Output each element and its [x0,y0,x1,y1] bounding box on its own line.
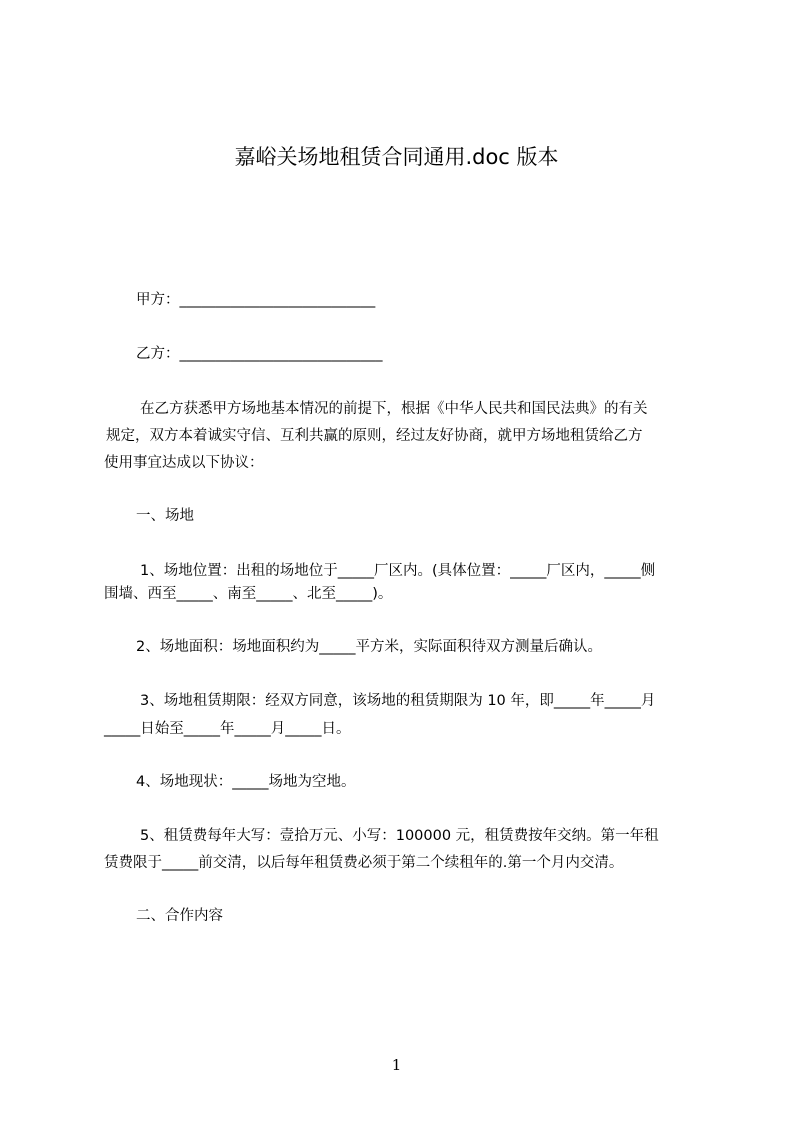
page-title: 嘉峪关场地租赁合同通用.doc 版本 [234,145,559,169]
item-3-line-2: _____日始至_____年_____月_____日。 [104,721,351,737]
item-2-line: 2、场地面积：场地面积约为_____平方米，实际面积待双方测量后确认。 [136,639,602,655]
intro-line-1: 在乙方获悉甲方场地基本情况的前提下，根据《中华人民共和国民法典》的有关 [140,401,648,417]
item-5-line-1: 5、租赁费每年大写：壹拾万元、小写：100000 元，租赁费按年交纳。第一年租 [140,828,659,844]
intro-line-2: 规定，双方本着诚实守信、互利共赢的原则，经过友好协商，就甲方场地租赁给乙方 [106,428,643,444]
section-2-heading: 二、合作内容 [136,908,223,924]
party-a-line: 甲方：___________________________ [136,292,376,308]
item-4-line: 4、场地现状：_____场地为空地。 [136,774,356,790]
item-1-line-1: 1、场地位置：出租的场地位于_____厂区内。(具体位置：_____厂区内，_____侧 [140,563,656,579]
page-number: 1 [391,1056,402,1074]
section-1-heading: 一、场地 [136,508,194,524]
item-3-line-1: 3、场地租赁期限：经双方同意，该场地的租赁期限为 10 年，即_____年_____月 [140,693,656,709]
intro-line-3: 使用事宜达成以下协议： [104,455,264,471]
party-b-line: 乙方：____________________________ [136,346,383,362]
item-1-line-2: 围墙、西至_____、南至_____、北至_____)。 [104,586,393,602]
item-5-line-2: 赁费限于_____前交清，以后每年租赁费必须于第二个续租年的.第一个月内交清。 [104,855,624,871]
